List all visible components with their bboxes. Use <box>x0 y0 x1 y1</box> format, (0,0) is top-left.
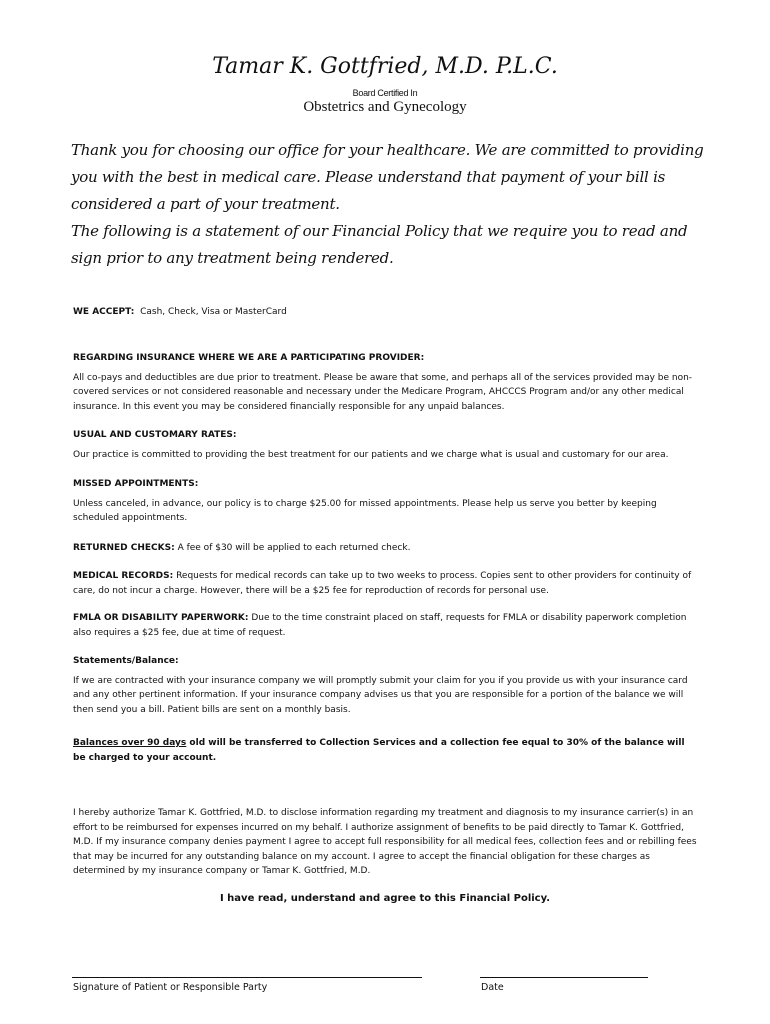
missed-appointments-section <box>73 477 698 526</box>
agreement-statement: I have read, understand and agree to this Financial Policy. <box>219 893 551 904</box>
statements-section <box>73 654 698 717</box>
authorization-section <box>73 806 698 879</box>
medical-records-section <box>73 569 698 598</box>
board-certified-line: Board Certified In <box>352 88 418 98</box>
insurance-text: All co-pays and deductibles are due prior to treatment. Please be aware that some, and perhaps all of the services provided may be non-covered services or not considered reasonable and necessary under the Medicare Program, AHCCCS Program and/or any other medical insurance. In this event you may be considered financially responsible for any unpaid balances. <box>73 372 693 412</box>
practice-name-title: Tamar K. Gottfried, M.D. P.L.C. <box>212 54 558 79</box>
patient-signature-line[interactable] <box>72 977 422 978</box>
returned-checks-section <box>73 541 698 556</box>
date-label: Date <box>481 982 504 993</box>
we-accept-label: WE ACCEPT: <box>73 307 135 317</box>
statements-heading: Statements/Balance: <box>73 656 179 666</box>
usual-rates-section <box>73 428 698 462</box>
intro-paragraph-1: Thank you for choosing our office for your healthcare. We are committed to providing you with the best in medical care. Please understand that payment of your bill is considered a part of your treatment. <box>71 141 704 213</box>
insurance-heading: REGARDING INSURANCE WHERE WE ARE A PARTICIPATING PROVIDER: <box>73 353 425 363</box>
insurance-section <box>73 351 698 414</box>
missed-appointments-text: Unless canceled, in advance, our policy is to charge $25.00 for missed appointments. Please help us serve you better by keeping scheduled appointments. <box>73 498 657 523</box>
we-accept-text: Cash, Check, Visa or MasterCard <box>140 307 287 317</box>
medical-records-text: Requests for medical records can take up to two weeks to process. Copies sent to other providers for continuity of care, do not incur a charge. However, there will be a $25 fee for reproduction of records for personal use. <box>73 571 692 596</box>
balances-text: old will be transferred to Collection Services and a collection fee equal to 30% of the balance will be charged to your account. <box>73 738 685 763</box>
fmla-section <box>73 611 698 640</box>
missed-appointments-heading: MISSED APPOINTMENTS: <box>73 479 199 489</box>
medical-records-label: MEDICAL RECORDS: <box>73 571 174 581</box>
intro-text <box>71 137 711 272</box>
balances-underlined: Balances over 90 days <box>73 738 187 748</box>
statements-text: If we are contracted with your insurance company we will promptly submit your claim for you if you provide us with your insurance card and any other pertinent information. If your insurance company advises us that you are responsible for a portion of the balance we will then send you a bill. Patient bills are sent on a monthly basis. <box>73 675 688 715</box>
intro-paragraph-2: The following is a statement of our Financial Policy that we require you to read and sign prior to any treatment being rendered. <box>71 222 688 267</box>
usual-rates-text: Our practice is committed to providing the best treatment for our patients and we charge what is usual and customary for our area. <box>73 449 669 460</box>
balances-section <box>73 736 698 765</box>
specialty-line: Obstetrics and Gynecology <box>303 99 467 115</box>
authorization-text: I hereby authorize Tamar K. Gottfried, M.D. to disclose information regarding my treatment and diagnosis to my insurance carrier(s) in an effort to be reimbursed for expenses incurred on my behalf. I authorize assignment of benefits to be paid directly to Tamar K. Gottfried, M.D. If my insurance company denies payment I agree to accept full responsibility for all medical fees, collection fees and or rebilling fees that may be incurred for any outstanding balance on my account. I agree to accept the financial obligation for these charges as determined by my insurance company or Tamar K. Gottfried, M.D. <box>73 808 697 876</box>
fmla-text: Due to the time constraint placed on staff, requests for FMLA or disability paperwork completion also requires a $25 fee, due at time of request. <box>73 613 687 638</box>
date-line[interactable] <box>480 977 648 978</box>
fmla-label: FMLA OR DISABILITY PAPERWORK: <box>73 613 249 623</box>
we-accept-section <box>73 305 698 320</box>
returned-checks-label: RETURNED CHECKS: <box>73 543 175 553</box>
patient-signature-label: Signature of Patient or Responsible Party <box>73 982 268 993</box>
returned-checks-text: A fee of $30 will be applied to each returned check. <box>177 543 411 553</box>
usual-rates-heading: USUAL AND CUSTOMARY RATES: <box>73 430 237 440</box>
